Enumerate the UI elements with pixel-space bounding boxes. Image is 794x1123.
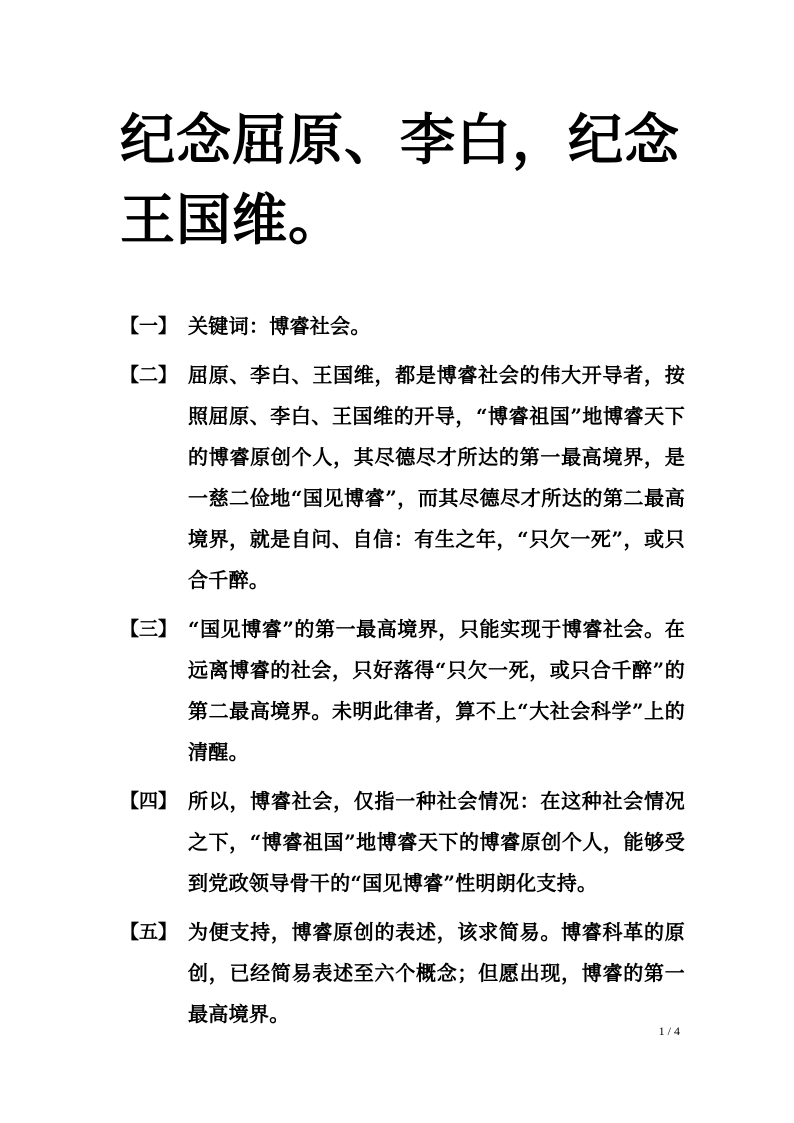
document-title: 纪念屈原、李白，纪念王国维。 — [120, 108, 681, 252]
page-number: 1 / 4 — [658, 1024, 680, 1038]
paragraph-marker: 【一】 — [120, 315, 178, 337]
document-body — [120, 306, 685, 1043]
paragraph-marker: 【五】 — [120, 921, 178, 943]
paragraph-4 — [120, 781, 685, 904]
paragraph-marker: 【三】 — [120, 618, 178, 640]
paragraph-5 — [120, 912, 685, 1035]
paragraph-text: 为便支持，博睿原创的表述，该求简易。博睿科革的原创，已经简易表述至六个概念；但愿出现，博睿的第一最高境界。 — [188, 920, 685, 1026]
paragraph-3 — [120, 609, 685, 773]
paragraph-marker: 【四】 — [120, 790, 178, 812]
paragraph-text: 所以，博睿社会，仅指一种社会情况：在这种社会情况之下，“博睿祖国”地博睿天下的博睿原创个人，能够受到党政领导骨干的“国见博睿”性明朗化支持。 — [188, 789, 685, 895]
paragraph-text: 屈原、李白、王国维，都是博睿社会的伟大开导者，按照屈原、李白、王国维的开导，“博睿祖国”地博睿天下的博睿原创个人，其尽德尽才所达的第一最高境界，是一慈二俭地“国见博睿”，而其尽德尽才所达的第二最高境界，就是自问、自信：有生之年，“只欠一死”，或只合千醉。 — [188, 363, 685, 592]
paragraph-text: “国见博睿”的第一最高境界，只能实现于博睿社会。在远离博睿的社会，只好落得“只欠一死，或只合千醉”的第二最高境界。未明此律者，算不上“大社会科学”上的清醒。 — [188, 617, 685, 764]
paragraph-text: 关键词：博睿社会。 — [188, 314, 371, 338]
paragraph-marker: 【二】 — [120, 364, 178, 386]
paragraph-2 — [120, 355, 685, 601]
paragraph-1 — [120, 306, 685, 347]
